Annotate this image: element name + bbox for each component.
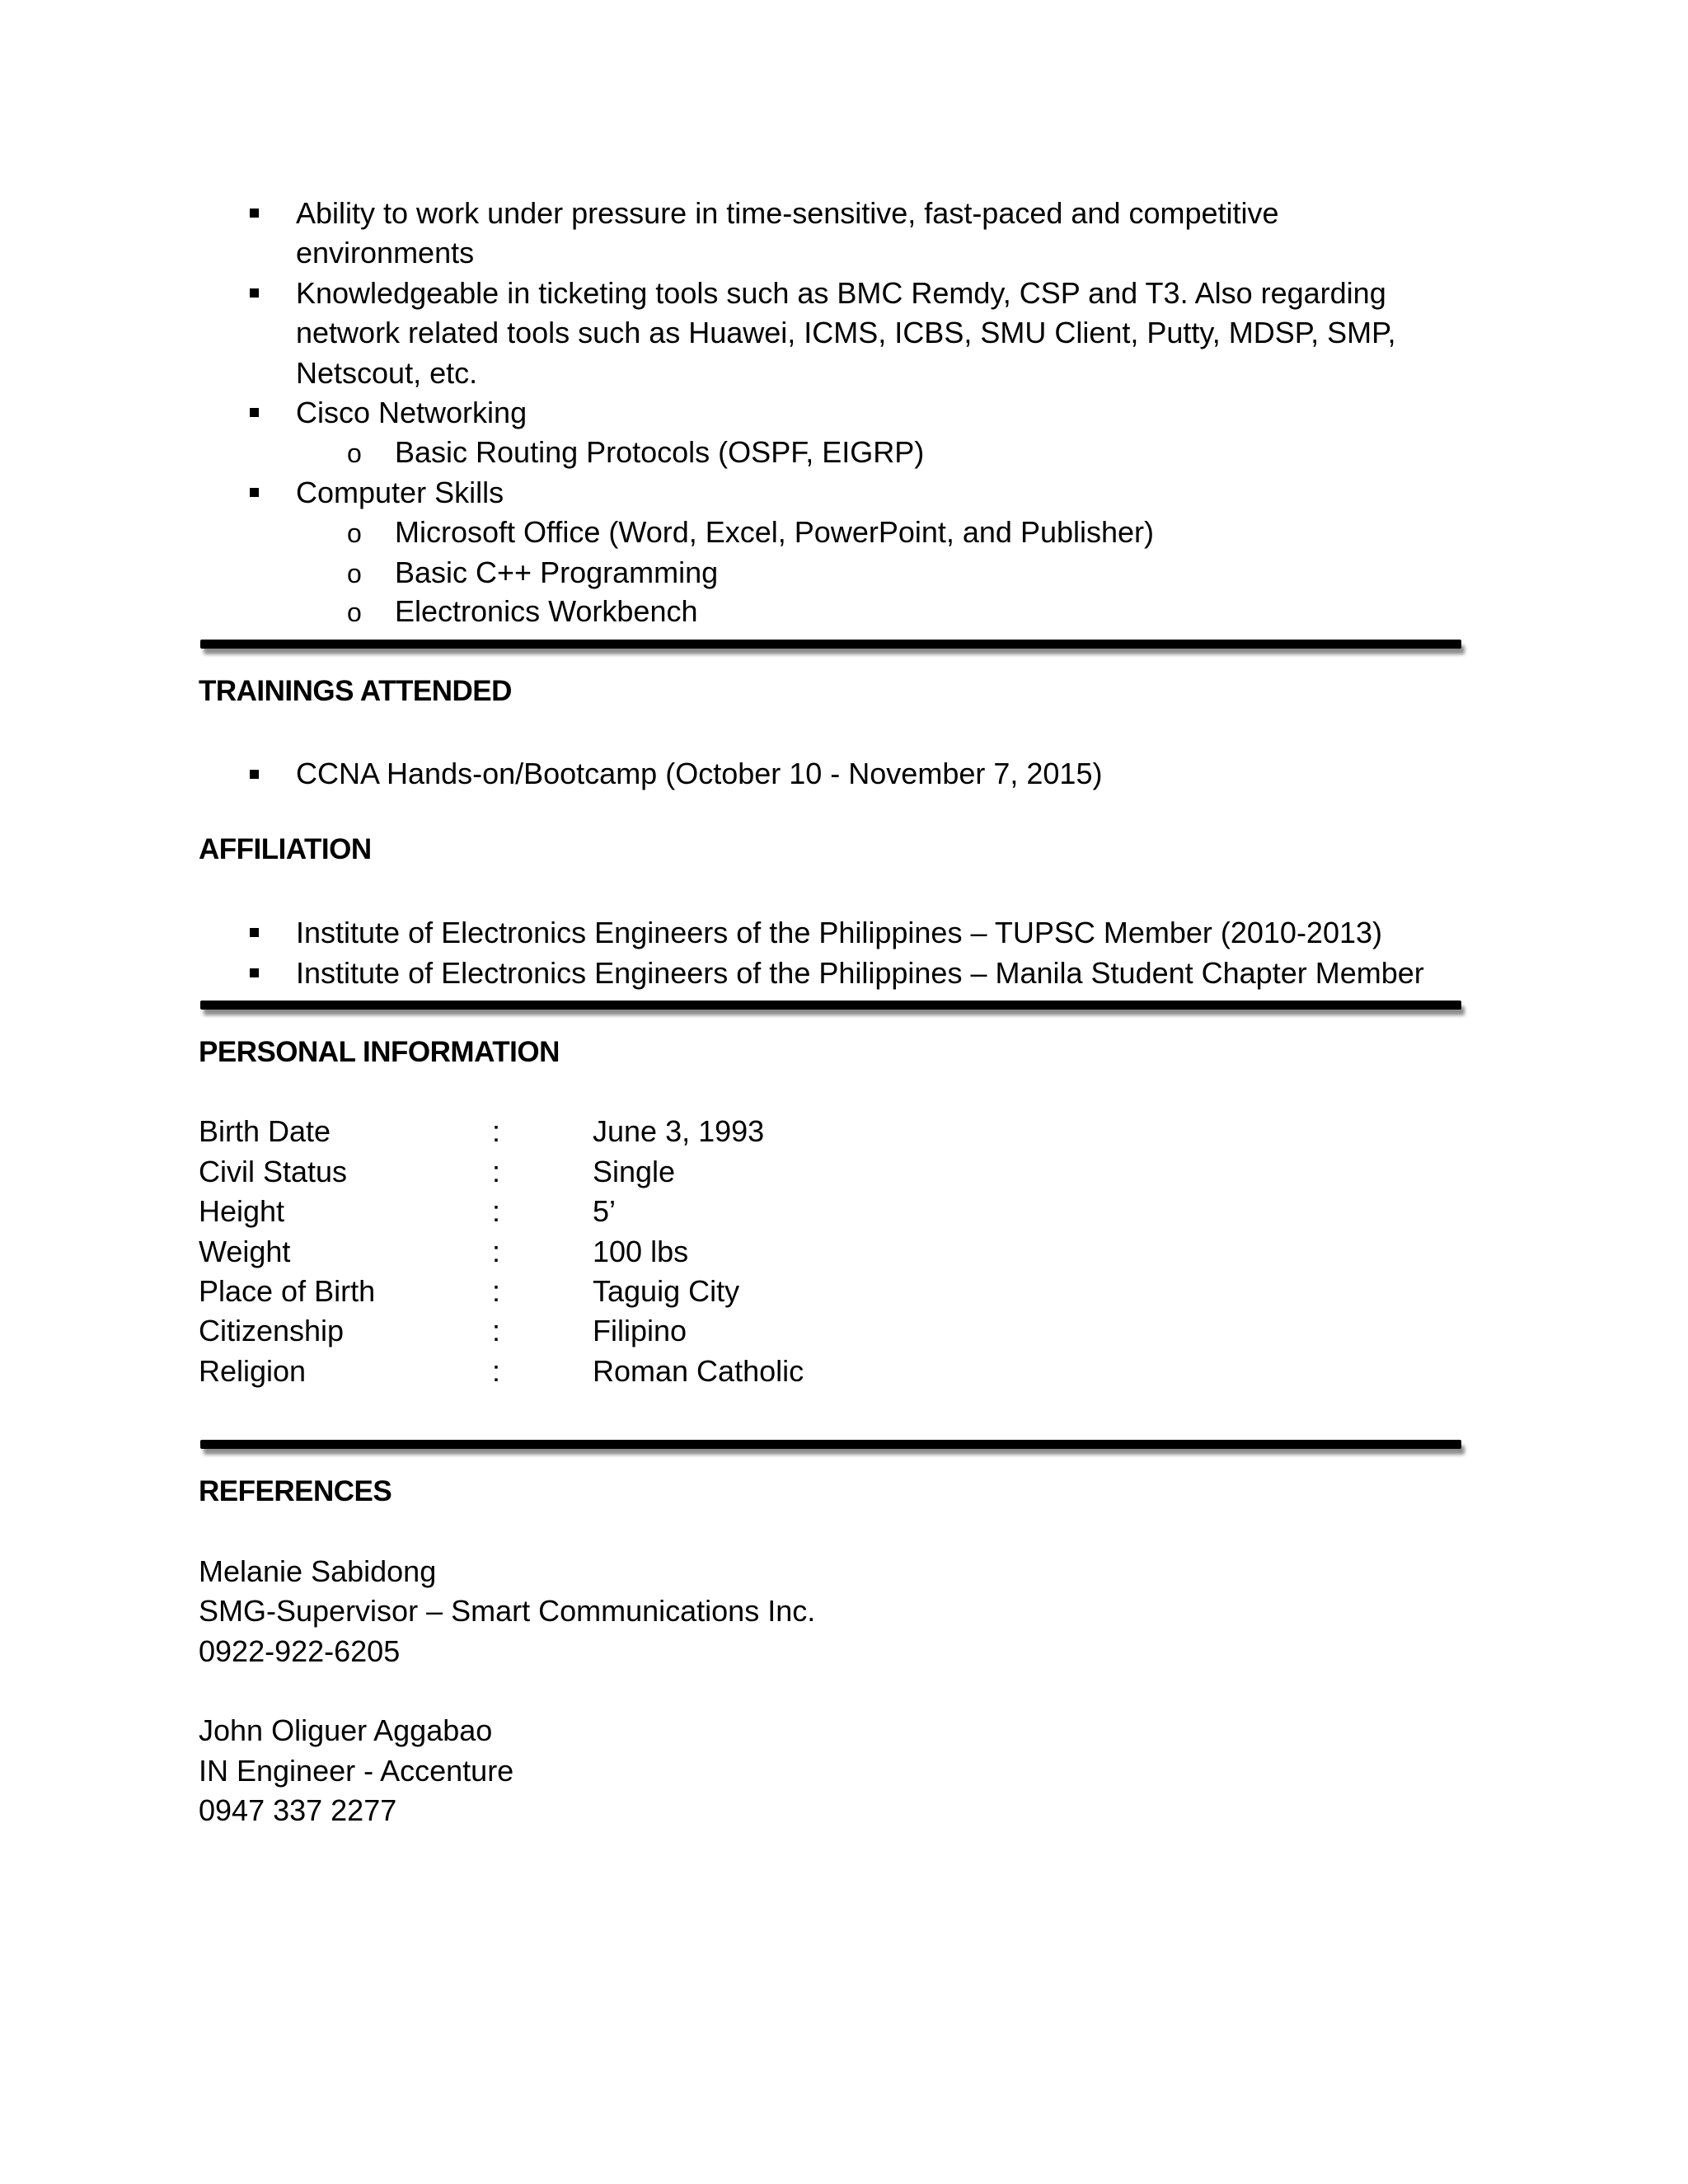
bullet-square-icon xyxy=(250,209,259,218)
affiliation-item: Institute of Electronics Engineers of the Philippines – Manila Student Chapter Member xyxy=(296,956,1424,990)
personal-info-separator: : xyxy=(492,1354,501,1388)
reference-position: IN Engineer - Accenture xyxy=(199,1754,514,1788)
personal-info-value: Filipino xyxy=(593,1314,687,1347)
bullet-square-icon xyxy=(250,928,259,937)
skill-item-line: Cisco Networking xyxy=(296,396,528,429)
personal-info-separator: : xyxy=(492,1114,501,1148)
personal-info-label: Birth Date xyxy=(199,1114,331,1148)
reference-phone: 0947 337 2277 xyxy=(199,1793,397,1827)
reference-phone: 0922-922-6205 xyxy=(199,1634,401,1668)
personal-info-label: Citizenship xyxy=(199,1314,345,1347)
section-heading-trainings: TRAININGS ATTENDED xyxy=(199,675,512,707)
bullet-circle-icon: o xyxy=(347,598,362,627)
personal-info-label: Weight xyxy=(199,1235,291,1268)
personal-info-separator: : xyxy=(492,1314,501,1347)
section-heading-references: REFERENCES xyxy=(199,1475,392,1507)
reference-position: SMG-Supervisor – Smart Communications Inc. xyxy=(199,1594,816,1628)
skill-item-line: Netscout, etc. xyxy=(296,356,478,390)
bullet-square-icon xyxy=(250,488,259,497)
personal-info-value: June 3, 1993 xyxy=(593,1114,765,1148)
personal-info-label: Civil Status xyxy=(199,1155,348,1188)
personal-info-label: Height xyxy=(199,1194,285,1228)
skill-item-line: Knowledgeable in ticketing tools such as BMC Remdy, CSP and T3. Also regarding xyxy=(296,276,1386,310)
bullet-square-icon xyxy=(250,770,259,779)
bullet-square-icon xyxy=(250,408,259,417)
skill-subitem: Microsoft Office (Word, Excel, PowerPoint, and Publisher) xyxy=(395,515,1155,549)
personal-info-separator: : xyxy=(492,1194,501,1228)
affiliation-item: Institute of Electronics Engineers of the Philippines – TUPSC Member (2010-2013) xyxy=(296,916,1383,949)
bullet-square-icon xyxy=(250,288,259,298)
personal-info-value: 5’ xyxy=(593,1194,617,1228)
section-heading-affiliation: AFFILIATION xyxy=(199,833,372,865)
personal-info-value: Roman Catholic xyxy=(593,1354,804,1388)
reference-name: John Oliguer Aggabao xyxy=(199,1713,493,1747)
personal-info-value: Single xyxy=(593,1155,676,1188)
bullet-square-icon xyxy=(250,968,259,977)
skill-subitem: Electronics Workbench xyxy=(395,594,698,628)
skill-item-line: network related tools such as Huawei, ICMS, ICBS, SMU Client, Putty, MDSP, SMP, xyxy=(296,316,1396,349)
bullet-circle-icon: o xyxy=(347,518,362,548)
skill-item-line: Computer Skills xyxy=(296,476,504,509)
skill-subitem: Basic Routing Protocols (OSPF, EIGRP) xyxy=(395,435,925,469)
section-divider xyxy=(200,1440,1461,1449)
personal-info-label: Place of Birth xyxy=(199,1274,376,1308)
skill-item-line: environments xyxy=(296,236,475,269)
reference-name: Melanie Sabidong xyxy=(199,1554,437,1588)
personal-info-separator: : xyxy=(492,1155,501,1188)
personal-info-value: Taguig City xyxy=(593,1274,740,1308)
personal-info-separator: : xyxy=(492,1274,501,1308)
personal-info-value: 100 lbs xyxy=(593,1235,689,1268)
personal-info-label: Religion xyxy=(199,1354,307,1388)
skill-item-line: Ability to work under pressure in time-sensitive, fast-paced and competitive xyxy=(296,196,1279,230)
skill-subitem: Basic C++ Programming xyxy=(395,555,719,589)
section-divider xyxy=(200,1001,1461,1010)
section-divider xyxy=(200,640,1461,649)
training-item: CCNA Hands-on/Bootcamp (October 10 - November 7, 2015) xyxy=(296,757,1103,790)
section-heading-personal-information: PERSONAL INFORMATION xyxy=(199,1036,560,1068)
personal-info-separator: : xyxy=(492,1235,501,1268)
bullet-circle-icon: o xyxy=(347,438,362,468)
bullet-circle-icon: o xyxy=(347,559,362,588)
